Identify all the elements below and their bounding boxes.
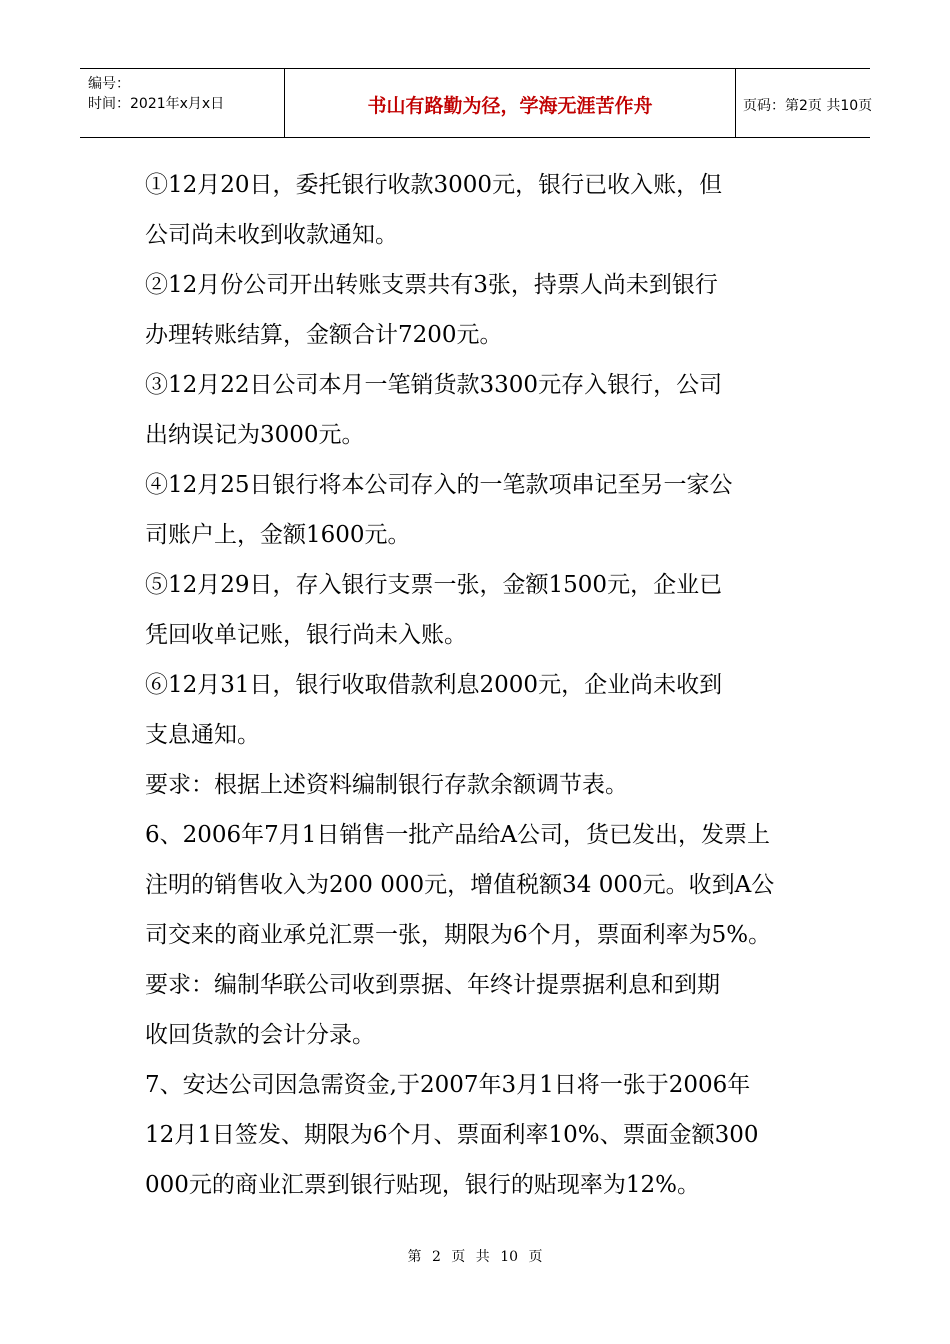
body-line: 公司尚未收到收款通知。 bbox=[145, 222, 398, 248]
body-line: 注明的销售收入为200 000元，增值税额34 000元。收到A公 bbox=[145, 872, 775, 898]
body-line: 凭回收单记账，银行尚未入账。 bbox=[145, 622, 467, 648]
header-meta-cell bbox=[80, 69, 284, 137]
document-number-label: 编号： bbox=[88, 76, 130, 92]
page-header bbox=[80, 68, 873, 138]
body-line: 支息通知。 bbox=[145, 722, 260, 748]
motto-text: 书山有路勤为径，学海无涯苦作舟 bbox=[367, 95, 653, 117]
body-line: 要求：根据上述资料编制银行存款余额调节表。 bbox=[145, 772, 628, 798]
body-line: ⑥12月31日，银行收取借款利息2000元，企业尚未收到 bbox=[145, 672, 723, 698]
body-line: ④12月25日银行将本公司存入的一笔款项串记至另一家公 bbox=[145, 472, 733, 498]
body-line: 办理转账结算，金额合计7200元。 bbox=[145, 322, 503, 348]
body-line: 12月1日签发、期限为6个月、票面利率10%、票面金额300 bbox=[145, 1122, 759, 1148]
document-body bbox=[145, 160, 815, 1210]
body-line: ⑤12月29日，存入银行支票一张，金额1500元，企业已 bbox=[145, 572, 723, 598]
header-page-cell bbox=[735, 69, 873, 137]
body-line: 司账户上，金额1600元。 bbox=[145, 522, 411, 548]
body-line: ②12月份公司开出转账支票共有3张，持票人尚未到银行 bbox=[145, 272, 718, 298]
body-line: 要求：编制华联公司收到票据、年终计提票据利息和到期 bbox=[145, 972, 720, 998]
header-page-number: 页码：第2页 共10页 bbox=[743, 98, 873, 114]
body-line: ③12月22日公司本月一笔销货款3300元存入银行，公司 bbox=[145, 372, 723, 398]
page-footer: 第 2 页 共 10 页 bbox=[407, 1249, 543, 1265]
header-motto-cell bbox=[284, 69, 736, 137]
document-time-label: 时间：2021年x月x日 bbox=[88, 96, 225, 112]
body-line: 收回货款的会计分录。 bbox=[145, 1022, 375, 1048]
body-line: 6、2006年7月1日销售一批产品给A公司，货已发出，发票上 bbox=[145, 822, 771, 848]
body-line: 出纳误记为3000元。 bbox=[145, 422, 365, 448]
body-line: 000元的商业汇票到银行贴现，银行的贴现率为12%。 bbox=[145, 1172, 701, 1198]
body-line: 司交来的商业承兑汇票一张，期限为6个月，票面利率为5%。 bbox=[145, 922, 772, 948]
body-line: ①12月20日，委托银行收款3000元，银行已收入账，但 bbox=[145, 172, 723, 198]
body-line: 7、安达公司因急需资金,于2007年3月1日将一张于2006年 bbox=[145, 1072, 751, 1098]
